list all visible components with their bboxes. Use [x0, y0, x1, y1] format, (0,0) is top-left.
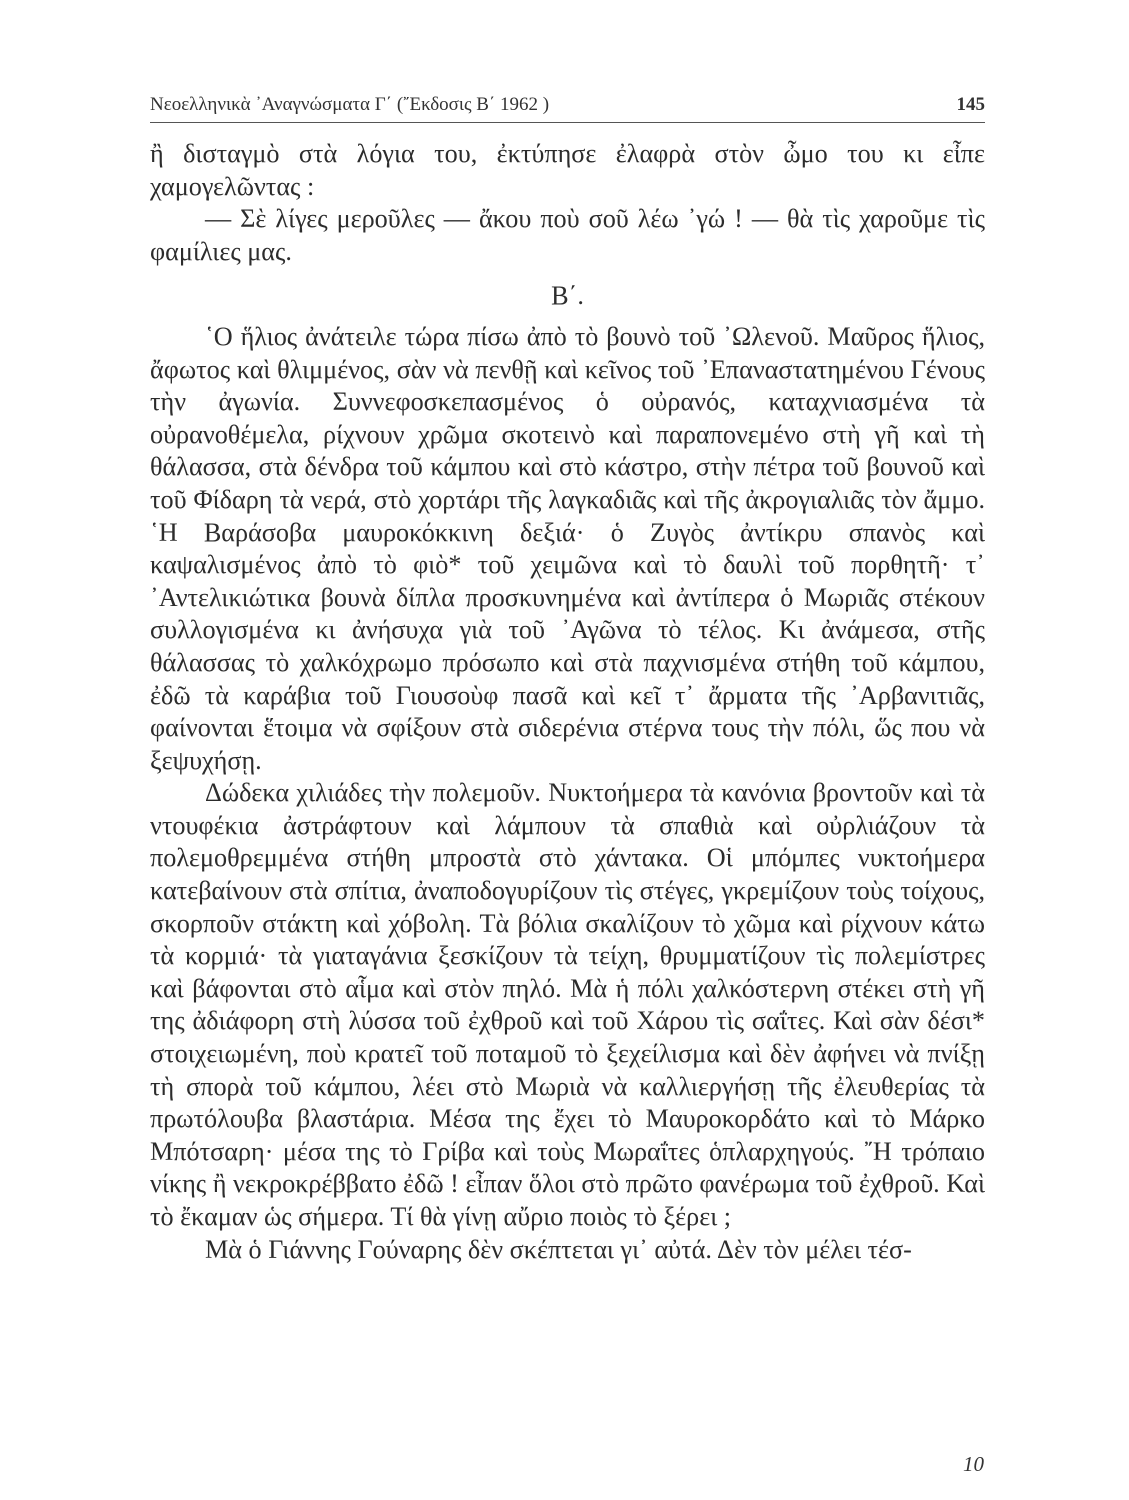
running-header	[150, 94, 985, 123]
paragraph: — Σὲ λίγες μεροῦλες — ἄκου ποὺ σοῦ λέω ᾿γώ ! — θὰ τὶς χαροῦμε τὶς φαμίλιες μας.	[150, 204, 985, 266]
paragraph: Μὰ ὁ Γιάννης Γούναρης δὲν σκέπτεται γι᾿ αὐτά. Δὲν τὸν μέλει τέσ-	[205, 1234, 912, 1264]
header-title: Νεοελληνικὰ ᾿Αναγνώσματα Γ΄ (῎Εκδοσις Β΄ 1962 )	[150, 94, 550, 115]
folio-number: 10	[963, 1452, 984, 1476]
paragraph: Δώδεκα χιλιάδες τὴν πολεμοῦν. Νυκτοήμερα τὰ κανόνια βροντοῦν καὶ τὰ ντουφέκια ἀστράφτουν καὶ λάμπουν τὰ σπαθιὰ καὶ οὐρλιάζουν τὰ πολεμοθρεμμένα στήθη μπροστὰ στὸ χάντακα. Οἱ μπόμπες νυκτοήμερα κατεβαίνουν στὰ σπίτια, ἀναποδογυρίζουν τὶς στέγες, γκρεμίζουν τοὺς τοίχους, σκορποῦν στάκτη καὶ χόβολη. Τὰ βόλια σκαλίζουν τὸ χῶμα καὶ ρίχνουν κάτω τὰ κορμιά· τὰ γιαταγάνια ξεσκίζουν τὰ τείχη, θρυμματίζουν τὶς πολεμίστρες καὶ βάφονται στὸ αἷμα καὶ στὸν πηλό. Μὰ ἡ πόλι χαλκόστερνη στέκει στὴ γῆ της ἀδιάφορη στὴ λύσσα τοῦ ἐχθροῦ καὶ τοῦ Χάρου τὶς σαΐτες. Καὶ σὰν δέσι* στοιχειωμένη, ποὺ κρατεῖ τοῦ ποταμοῦ τὸ ξεχείλισμα καὶ δὲν ἀφήνει νὰ πνίξῃ τὴ σπορὰ τοῦ κάμπου, λέει στὸ Μωριὰ νὰ καλλιεργήσῃ τῆς ἐλευθερίας τὰ πρωτόλουβα βλαστάρια. Μέσα της ἔχει τὸ Μαυροκορδάτο καὶ τὸ Μάρκο Μπότσαρη· μέσα της τὸ Γρίβα καὶ τοὺς Μωραΐτες ὁπλαρχηγούς. ῎Η τρόπαιο νίκης ἢ νεκροκρέββατο ἐδῶ ! εἶπαν ὅλοι στὸ πρῶτο φανέρωμα τοῦ ἐχθροῦ. Καὶ τὸ ἔκαμαν ὡς σήμερα. Τί θὰ γίνῃ αὔριο ποιὸς τὸ ξέρει ;	[150, 778, 985, 1231]
body-text	[150, 138, 985, 1266]
paragraph: ἢ δισταγμὸ στὰ λόγια του, ἐκτύπησε ἐλαφρὰ στὸν ὦμο του κι εἶπε χαμογελῶντας :	[150, 139, 985, 201]
page-number: 145	[956, 94, 985, 115]
section-heading: Β΄.	[551, 281, 584, 311]
paragraph: ῾Ο ἥλιος ἀνάτειλε τώρα πίσω ἀπὸ τὸ βουνὸ τοῦ ᾿Ωλενοῦ. Μαῦρος ἥλιος, ἄφωτος καὶ θλιμμένος, σὰν νὰ πενθῇ καὶ κεῖνος τοῦ ᾿Επαναστατημένου Γένους τὴν ἀγωνία. Συννεφοσκεπασμένος ὁ οὐρανός, καταχνιασμένα τὰ οὐρανοθέμελα, ρίχνουν χρῶμα σκοτεινὸ καὶ παραπονεμένο στὴ γῆ καὶ τὴ θάλασσα, στὰ δένδρα τοῦ κάμπου καὶ στὸ κάστρο, στὴν πέτρα τοῦ βουνοῦ καὶ τοῦ Φίδαρη τὰ νερά, στὸ χορτάρι τῆς λαγκαδιᾶς καὶ τῆς ἀκρογιαλιᾶς τὸν ἄμμο. ῾Η Βαράσοβα μαυροκόκκινη δεξιά· ὁ Ζυγὸς ἀντίκρυ σπανὸς καὶ καψαλισμένος ἀπὸ τὸ φιὸ* τοῦ χειμῶνα καὶ τὸ δαυλὶ τοῦ πορθητῆ· τ᾿ ᾿Αντελικιώτικα βουνὰ δίπλα προσκυνημένα καὶ ἀντίπερα ὁ Μωριᾶς στέκουν συλλογισμένα κι ἀνήσυχα γιὰ τοῦ ᾿Αγῶνα τὸ τέλος. Κι ἀνάμεσα, στῆς θάλασσας τὸ χαλκόχρωμο πρόσωπο καὶ στὰ παχνισμένα στήθη τοῦ κάμπου, ἐδῶ τὰ καράβια τοῦ Γιουσοὺφ πασᾶ καὶ κεῖ τ᾿ ἄρματα τῆς ᾿Αρβανιτιᾶς, φαίνονται ἕτοιμα νὰ σφίξουν στὰ σιδερένια στέρνα τους τὴν πόλι, ὥς που νὰ ξεψυχήσῃ.	[150, 321, 985, 775]
